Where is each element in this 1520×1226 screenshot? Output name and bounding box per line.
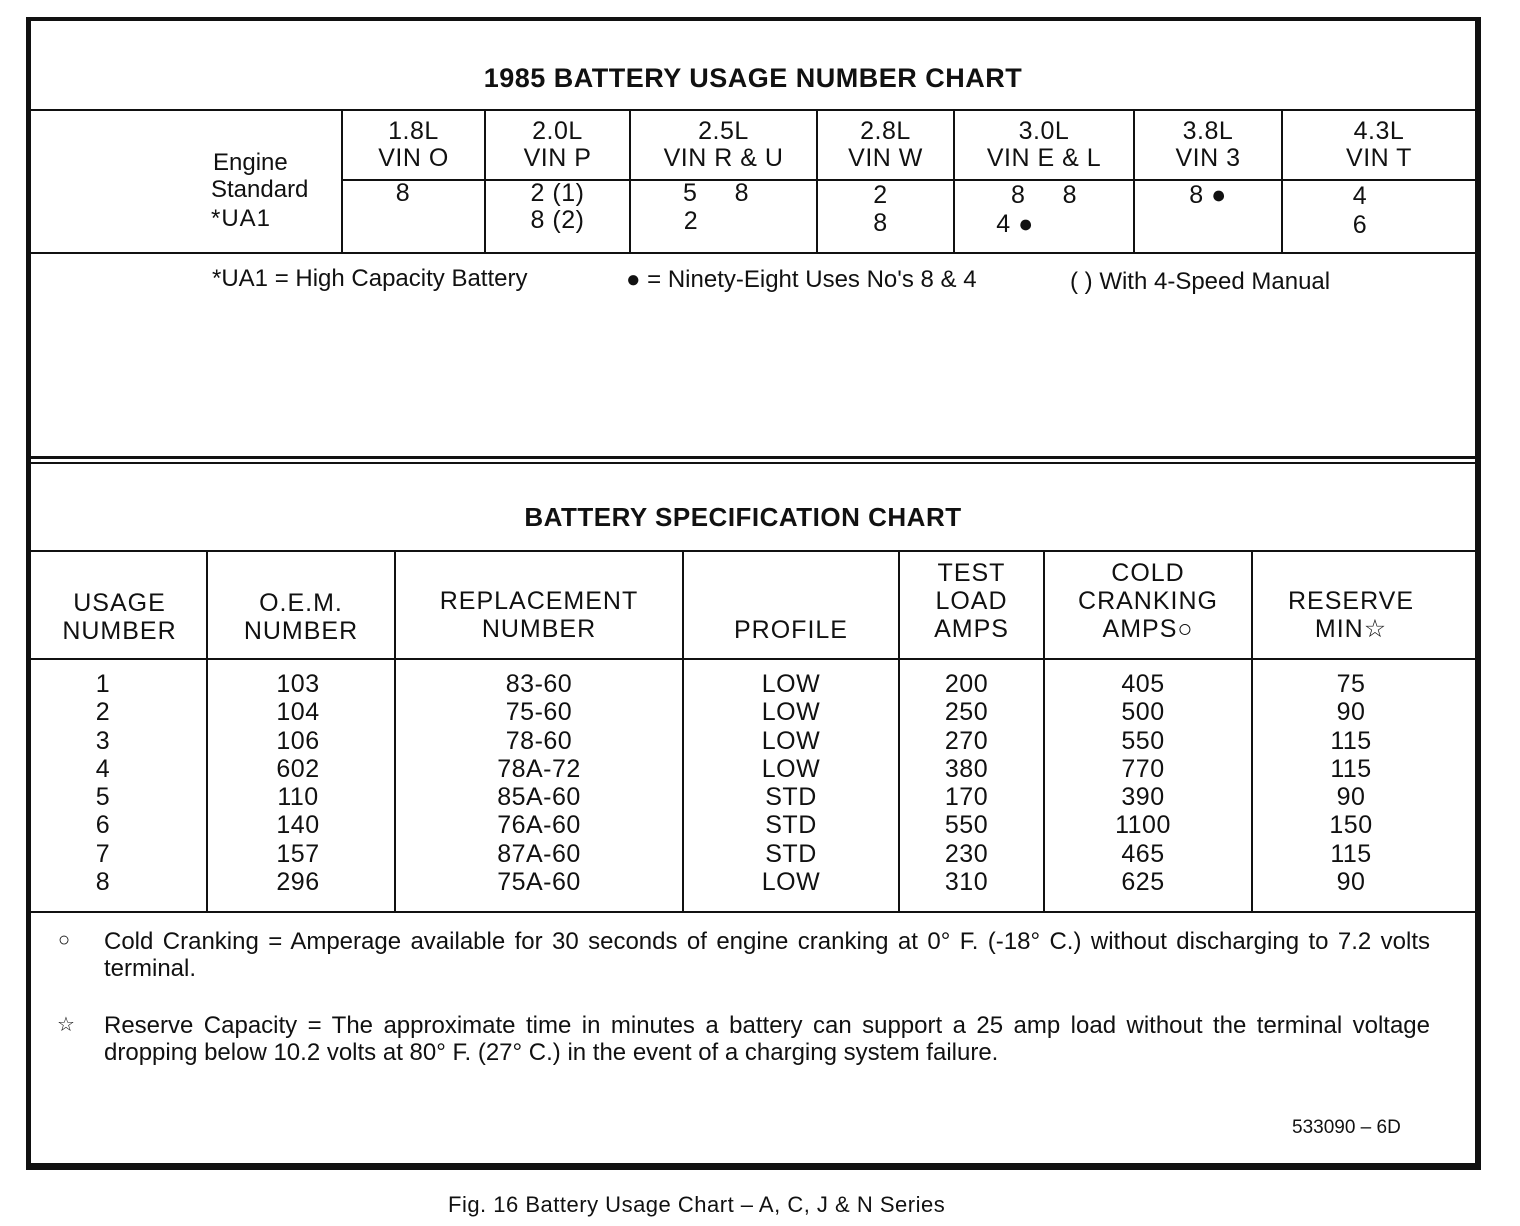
engine-column-3-8l: 3.8L VIN 3 bbox=[1175, 117, 1241, 172]
table-cell: 550 bbox=[1121, 726, 1165, 755]
table-cell: 405 bbox=[1121, 670, 1165, 698]
ua1-value: 8 (2) bbox=[530, 206, 585, 234]
ua1-value: 6 bbox=[1352, 211, 1368, 239]
table-cell: 602 bbox=[276, 754, 320, 783]
table-cell: 310 bbox=[944, 868, 989, 897]
table-cell: 90 bbox=[1336, 868, 1366, 897]
table-cell: 380 bbox=[944, 754, 989, 783]
table-cell: 140 bbox=[276, 811, 320, 840]
spec-chart-title: BATTERY SPECIFICATION CHART bbox=[524, 502, 962, 532]
table-cell: 83-60 bbox=[505, 670, 573, 698]
figure-code: 533090 – 6D bbox=[1292, 1117, 1401, 1138]
table-cell: STD bbox=[765, 783, 817, 812]
reserve-capacity-note: Reserve Capacity = The approximate time in minutes a battery can support a 25 amp load without the terminal voltage dropping below 10.2 volts at 80° F. (27° C.) in the event of a charging system failure. bbox=[104, 1012, 1430, 1066]
table-cell: 1 bbox=[95, 670, 111, 698]
ua1-value: 2 bbox=[683, 207, 699, 235]
header-cold-cranking-amps: COLD CRANKING AMPS○ bbox=[1078, 559, 1218, 643]
engine-column-3-0l: 3.0L VIN E & L bbox=[986, 117, 1102, 172]
table-cell: 500 bbox=[1121, 698, 1165, 727]
table-cell: 465 bbox=[1121, 839, 1165, 868]
table-cell: 90 bbox=[1336, 783, 1366, 812]
table-cell: 7 bbox=[95, 839, 111, 868]
table-cell: 296 bbox=[276, 868, 320, 897]
standard-value: 8 bbox=[395, 179, 411, 207]
header-usage-number: USAGE NUMBER bbox=[62, 589, 177, 645]
table-cell: 3 bbox=[95, 726, 111, 755]
table-cell: 8 bbox=[95, 868, 111, 897]
table-cell: 200 bbox=[944, 670, 989, 698]
table-cell: 85A-60 bbox=[497, 783, 581, 812]
oem-number-column bbox=[208, 670, 388, 896]
cold-cranking-note: Cold Cranking = Amperage available for 30 seconds of engine cranking at 0° F. (-18° C.) without discharging to 7.2 volts terminal. bbox=[104, 928, 1430, 982]
engine-column-2-5l: 2.5L VIN R & U bbox=[663, 117, 784, 172]
standard-value: 2 bbox=[873, 181, 888, 209]
figure-caption: Fig. 16 Battery Usage Chart – A, C, J & N Series bbox=[448, 1192, 946, 1217]
engine-column-2-8l: 2.8L VIN W bbox=[848, 117, 923, 172]
table-cell: 106 bbox=[276, 726, 320, 755]
replacement-number-column bbox=[396, 670, 682, 896]
reserve-min-column bbox=[1253, 670, 1449, 896]
table-cell: 115 bbox=[1330, 754, 1372, 783]
table-cell: 4 bbox=[95, 754, 111, 783]
table-cell: 6 bbox=[95, 811, 111, 840]
standard-value: 8 ● bbox=[1189, 181, 1227, 209]
table-cell: 103 bbox=[276, 670, 320, 698]
test-load-amps-column bbox=[900, 670, 1033, 896]
table-cell: 76A-60 bbox=[497, 811, 581, 840]
standard-value: 4 bbox=[1352, 182, 1368, 210]
engine-column-1-8l: 1.8L VIN O bbox=[378, 117, 449, 172]
standard-row-label: Standard bbox=[211, 176, 309, 203]
standard-value: 2 (1) bbox=[530, 179, 585, 207]
ua1-value: 4 ● bbox=[996, 210, 1034, 238]
table-cell: 250 bbox=[944, 698, 989, 727]
spec-table-bottom-rule bbox=[31, 911, 1475, 913]
table-cell: LOW bbox=[761, 754, 821, 783]
usage-table-top-rule bbox=[31, 109, 1475, 111]
table-cell: 150 bbox=[1329, 811, 1373, 840]
table-cell: 75-60 bbox=[505, 698, 573, 727]
table-cell: 115 bbox=[1330, 726, 1372, 755]
header-profile: PROFILE bbox=[734, 616, 848, 644]
ua1-row-label: *UA1 bbox=[211, 205, 272, 232]
engine-column-2-0l: 2.0L VIN P bbox=[523, 117, 592, 172]
profile-column bbox=[684, 670, 898, 896]
spec-table-top-rule bbox=[31, 550, 1475, 552]
table-cell: 75 bbox=[1336, 670, 1366, 698]
table-cell: 1100 bbox=[1115, 811, 1171, 840]
table-cell: 157 bbox=[276, 839, 320, 868]
table-cell: 78-60 bbox=[505, 726, 573, 755]
paren-legend: ( ) With 4-Speed Manual bbox=[1070, 268, 1331, 295]
table-cell: 104 bbox=[276, 698, 320, 727]
table-cell: 78A-72 bbox=[497, 754, 581, 783]
cold-cranking-amps-column bbox=[1045, 670, 1241, 896]
usage-chart-title: 1985 BATTERY USAGE NUMBER CHART bbox=[483, 63, 1023, 93]
table-cell: LOW bbox=[761, 698, 821, 727]
table-cell: 5 bbox=[95, 783, 111, 812]
table-cell: 770 bbox=[1121, 754, 1165, 783]
table-cell: 550 bbox=[944, 811, 989, 840]
header-reserve-min: RESERVE MIN☆ bbox=[1287, 587, 1415, 643]
dot-legend: ● = Ninety-Eight Uses No's 8 & 4 bbox=[626, 266, 977, 293]
star-icon: ☆ bbox=[57, 1014, 75, 1036]
standard-value: 8 8 bbox=[1010, 181, 1078, 209]
table-cell: 115 bbox=[1330, 839, 1372, 868]
engine-row-label: Engine bbox=[213, 149, 288, 176]
standard-value: 5 8 bbox=[682, 179, 750, 207]
usage-number-column bbox=[33, 670, 173, 896]
table-cell: 2 bbox=[95, 698, 111, 727]
ua1-value: 8 bbox=[873, 209, 888, 237]
header-test-load-amps: TEST LOAD AMPS bbox=[934, 559, 1009, 643]
table-cell: 75A-60 bbox=[497, 868, 581, 897]
header-oem-number: O.E.M. NUMBER bbox=[243, 589, 359, 645]
header-replacement-number: REPLACEMENT NUMBER bbox=[439, 587, 639, 643]
section-divider bbox=[31, 456, 1475, 459]
engine-column-4-3l: 4.3L VIN T bbox=[1346, 117, 1412, 172]
table-cell: 87A-60 bbox=[497, 839, 581, 868]
usage-table-bottom-rule bbox=[31, 252, 1475, 254]
table-cell: 270 bbox=[944, 726, 989, 755]
table-cell: STD bbox=[765, 839, 817, 868]
open-circle-icon: ○ bbox=[58, 929, 71, 951]
table-cell: 625 bbox=[1121, 868, 1165, 897]
spec-header-rule bbox=[31, 658, 1475, 660]
table-cell: LOW bbox=[761, 726, 821, 755]
table-cell: 110 bbox=[277, 783, 319, 812]
table-cell: LOW bbox=[761, 670, 821, 698]
table-cell: 90 bbox=[1336, 698, 1366, 727]
table-cell: STD bbox=[765, 811, 817, 840]
table-cell: LOW bbox=[761, 868, 821, 897]
section-divider bbox=[31, 462, 1475, 464]
table-cell: 230 bbox=[944, 839, 989, 868]
table-cell: 390 bbox=[1121, 783, 1165, 812]
ua1-legend: *UA1 = High Capacity Battery bbox=[212, 265, 528, 292]
table-cell: 170 bbox=[944, 783, 989, 812]
